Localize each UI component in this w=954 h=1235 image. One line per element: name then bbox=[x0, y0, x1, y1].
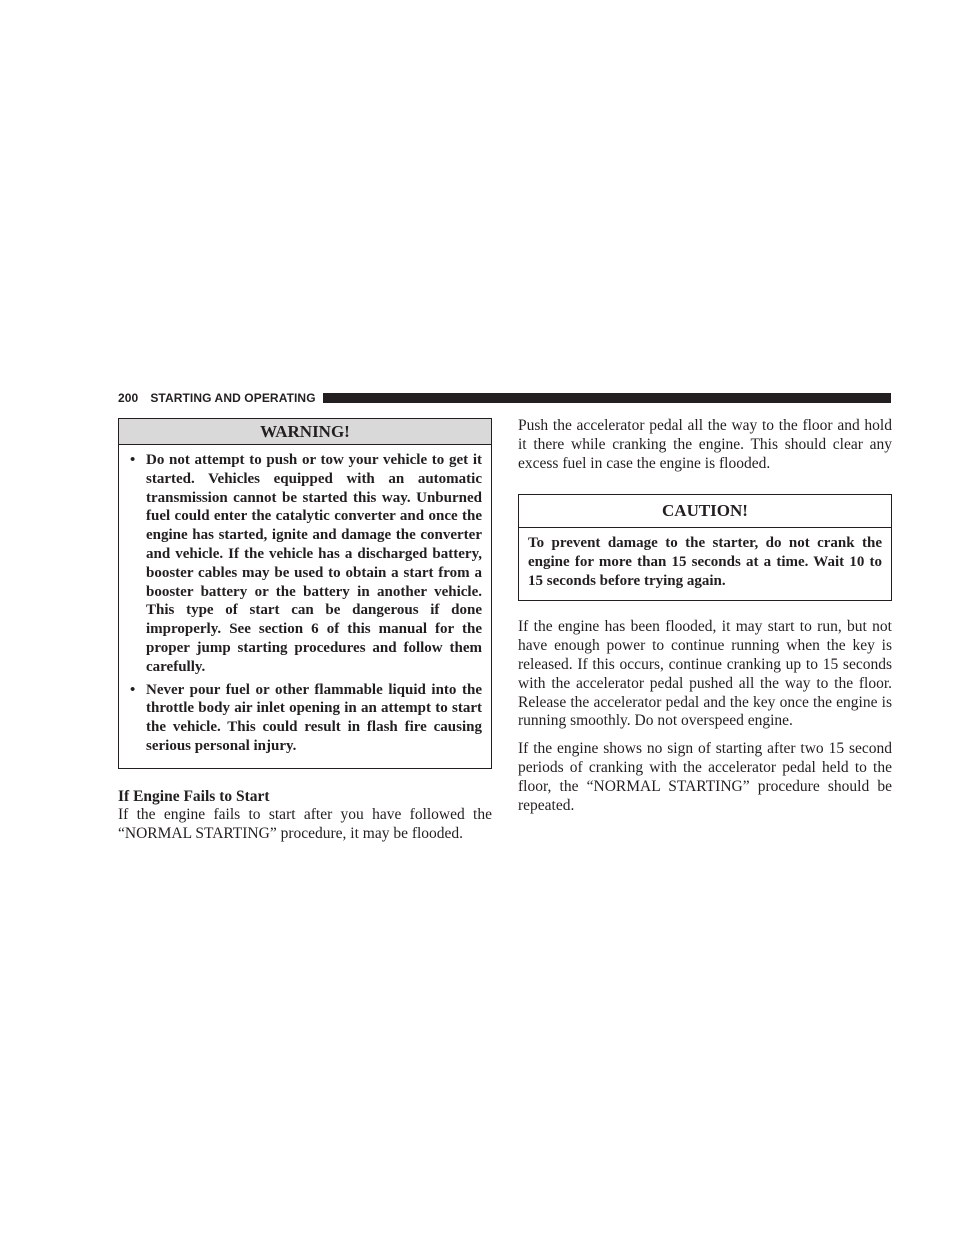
header-rule bbox=[323, 393, 891, 403]
caution-box bbox=[518, 494, 892, 601]
warning-item bbox=[128, 681, 482, 756]
warning-box bbox=[118, 418, 492, 769]
warning-item-text: Never pour fuel or other flammable liquid into the throttle body air inlet opening in an attempt to start the vehicle. This could result in flash fire causing serious personal injury. bbox=[146, 681, 482, 754]
caution-title: CAUTION! bbox=[519, 495, 891, 528]
body-paragraph: Push the accelerator pedal all the way to the floor and hold it there while cranking the engine. This should clear any excess fuel in case the engine is flooded. bbox=[518, 417, 892, 472]
body-paragraph: If the engine fails to start after you have followed the “NORMAL STARTING” procedure, it may be flooded. bbox=[118, 805, 492, 842]
warning-item bbox=[128, 451, 482, 677]
warning-list bbox=[119, 445, 491, 768]
body-paragraph: If the engine has been flooded, it may start to run, but not have enough power to continue running when the key is released. If this occurs, continue cranking up to 15 seconds with the accelerator pedal pushed all the way to the floor. Release the accelerator pedal and the key once the engine is running smoothly. Do not overspeed engine. bbox=[518, 618, 892, 730]
bullet-icon: • bbox=[130, 452, 136, 468]
page-header bbox=[118, 389, 891, 407]
left-column bbox=[118, 418, 492, 843]
warning-item-text: Do not attempt to push or tow your vehicle to get it started. Vehicles equipped with an automatic transmission cannot be started this way. Unburned fuel could enter the catalytic converter and once the engine has started, ignite and damage the converter and vehicle. If the vehicle has a discharged battery, booster cables may be used to obtain a start from a booster battery or the battery in another vehicle. This type of start can be dangerous if done improperly. See section 6 of this manual for the proper jump starting procedures and follow them carefully. bbox=[146, 452, 482, 675]
bullet-icon: • bbox=[130, 681, 136, 698]
warning-title: WARNING! bbox=[119, 419, 491, 445]
page-number: 200 bbox=[118, 391, 139, 405]
caution-text: To prevent damage to the starter, do not crank the engine for more than 15 seconds at a time. Wait 10 to 15 seconds before trying again. bbox=[528, 535, 882, 590]
section-title: STARTING AND OPERATING bbox=[150, 391, 316, 405]
section-heading: If Engine Fails to Start bbox=[118, 787, 270, 805]
body-paragraph: If the engine shows no sign of starting after two 15 second periods of cranking with the accelerator pedal held to the floor, the “NORMAL STARTING” procedure should be repeated. bbox=[518, 740, 892, 814]
right-column bbox=[518, 417, 892, 824]
